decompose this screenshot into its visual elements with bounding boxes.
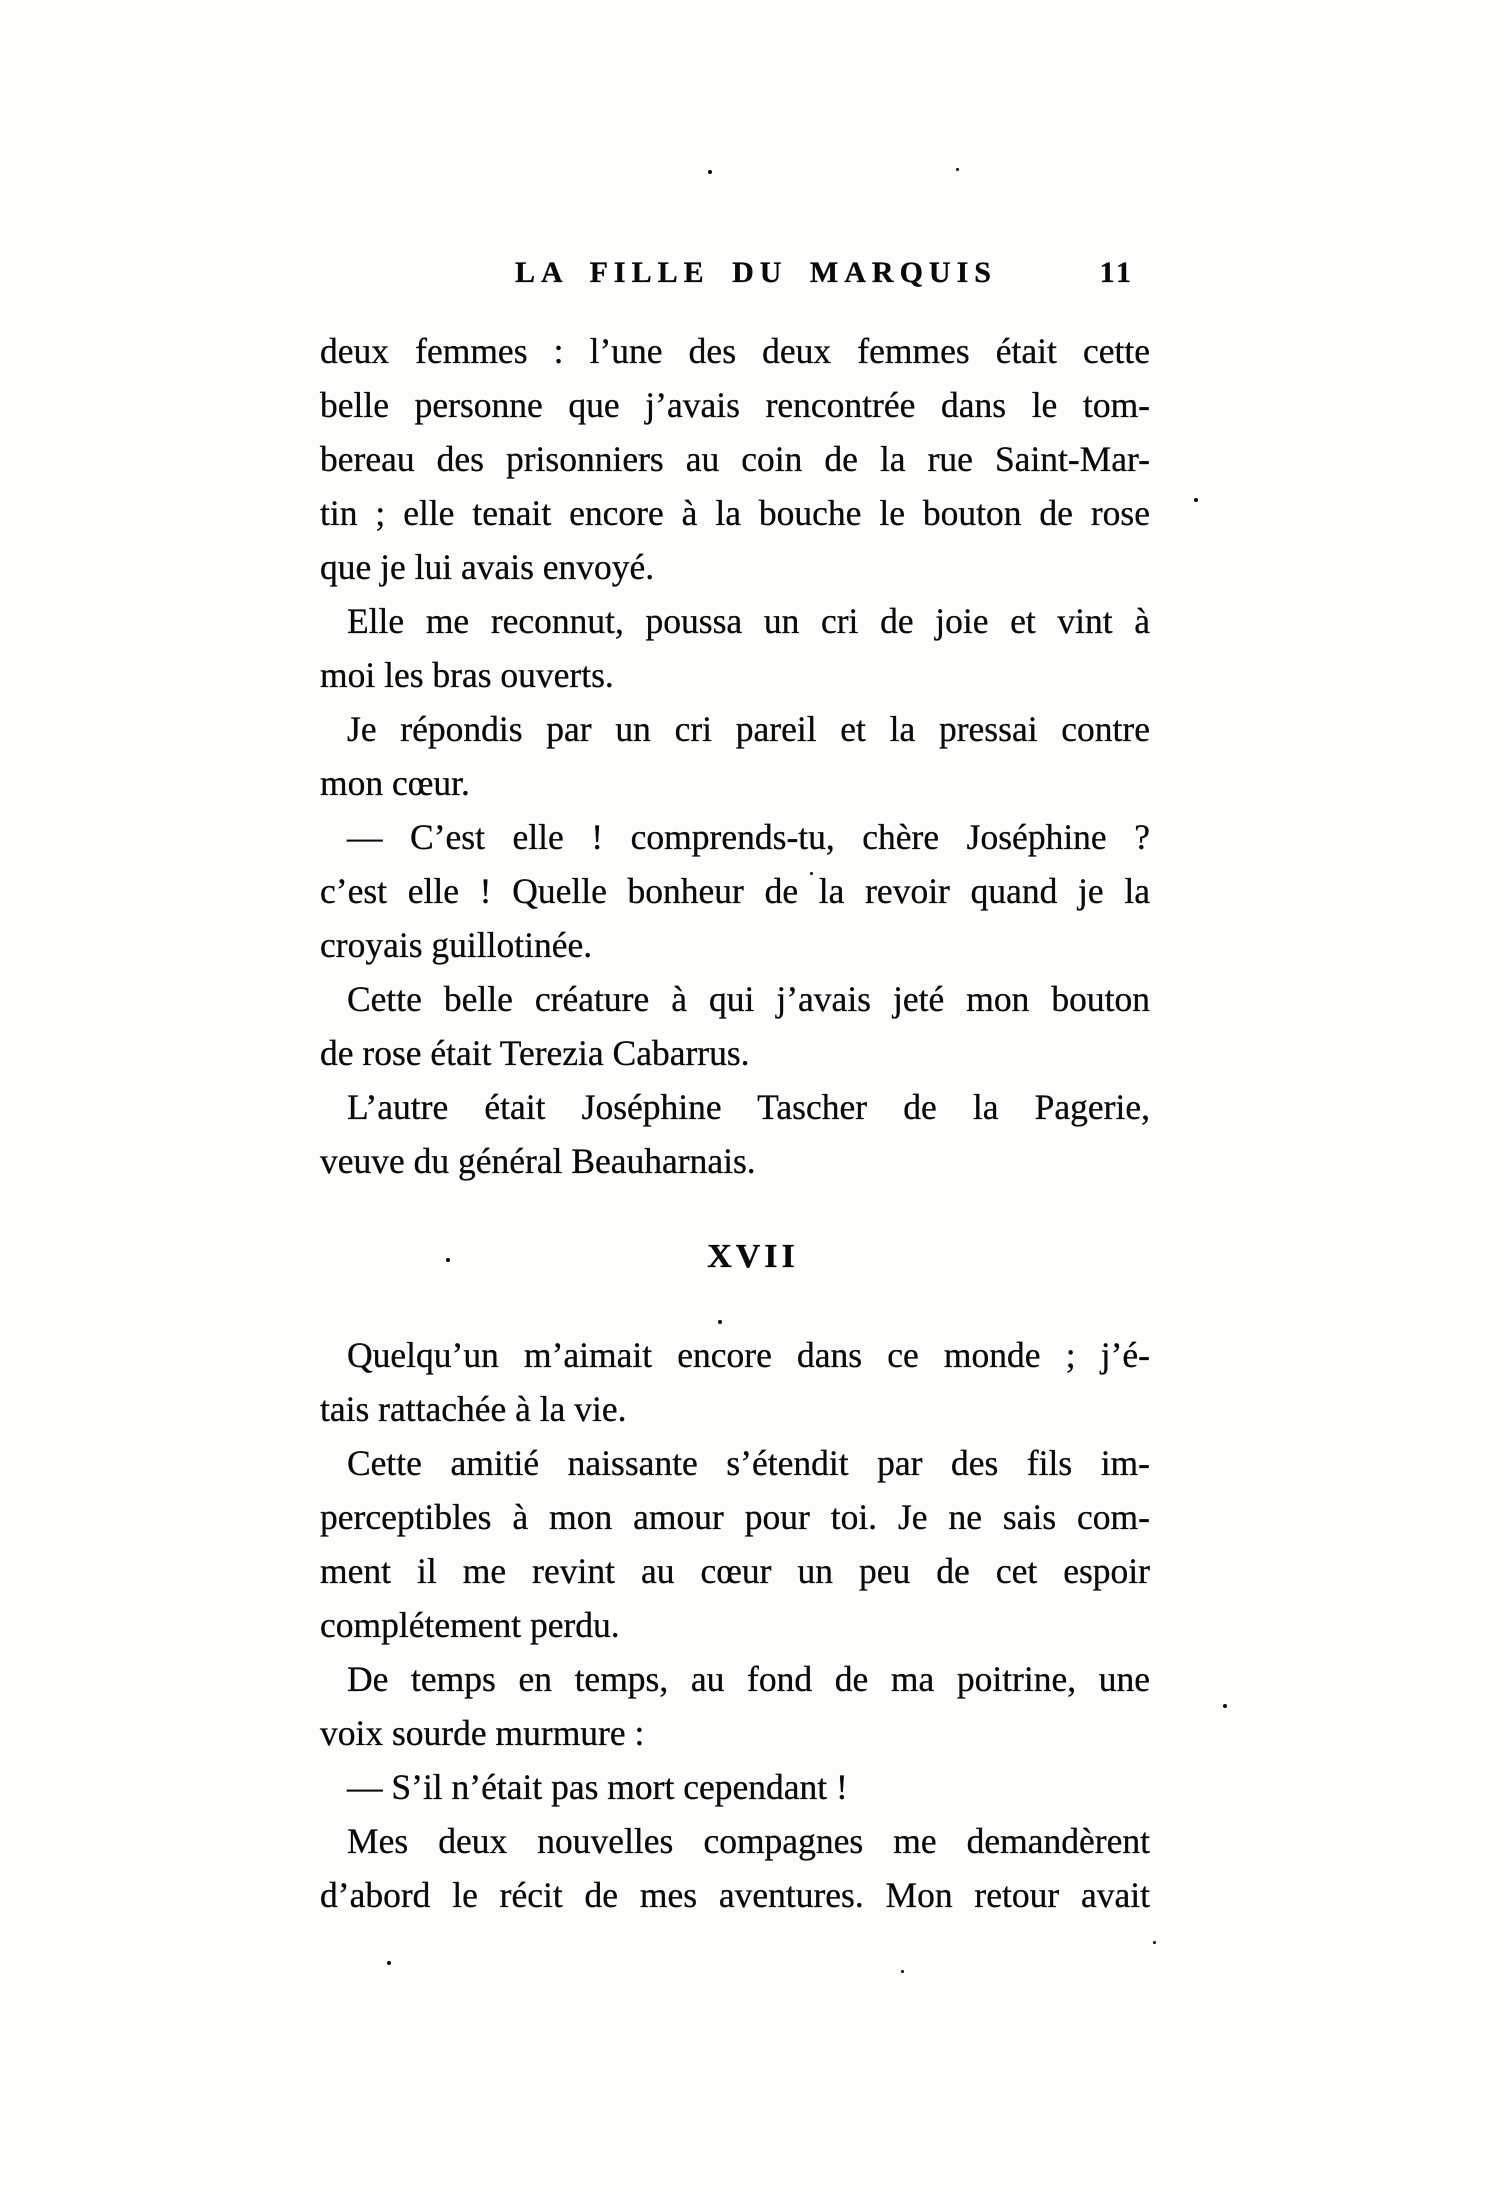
paragraph bbox=[320, 702, 1150, 810]
text-line: Quelqu’un m’aimait encore dans ce monde ; j’é- bbox=[347, 1335, 1150, 1375]
scan-speck bbox=[1194, 498, 1198, 502]
text-line: complétement perdu. bbox=[320, 1605, 620, 1645]
text-line: De temps en temps, au fond de ma poitrine, une bbox=[347, 1659, 1150, 1699]
paragraph bbox=[320, 1328, 1150, 1436]
text-line: Cette amitié naissante s’étendit par des fils im- bbox=[347, 1443, 1150, 1483]
text-line: — C’est elle ! comprends-tu, chère Joséphine ? bbox=[347, 817, 1150, 857]
text-line: Mes deux nouvelles compagnes me demandèrent bbox=[347, 1821, 1150, 1861]
paragraph bbox=[320, 1436, 1150, 1652]
text-line: L’autre était Joséphine Tascher de la Pagerie, bbox=[347, 1087, 1150, 1127]
paragraph bbox=[320, 594, 1150, 702]
scan-speck bbox=[1223, 1704, 1227, 1708]
running-header bbox=[320, 252, 1150, 294]
page-content bbox=[320, 252, 1150, 1922]
running-title: LA FILLE DU MARQUIS bbox=[515, 256, 997, 289]
scan-speck bbox=[956, 168, 959, 171]
text-line: veuve du général Beauharnais. bbox=[320, 1141, 756, 1181]
text-line: d’abord le récit de mes aventures. Mon retour avait bbox=[320, 1875, 1150, 1915]
text-line: tin ; elle tenait encore à la bouche le bouton de rose bbox=[320, 493, 1150, 533]
text-line: ment il me revint au cœur un peu de cet espoir bbox=[320, 1551, 1150, 1591]
text-line: deux femmes : l’une des deux femmes était cette bbox=[320, 331, 1150, 371]
text-line: belle personne que j’avais rencontrée dans le tom- bbox=[320, 385, 1150, 425]
text-line: que je lui avais envoyé. bbox=[320, 547, 655, 587]
text-line: bereau des prisonniers au coin de la rue Saint-Mar- bbox=[320, 439, 1150, 479]
text-line: c’est elle ! Quelle bonheur de la revoir quand je la bbox=[320, 871, 1150, 911]
chapter-heading: XVII bbox=[707, 1238, 799, 1275]
paragraph bbox=[320, 972, 1150, 1080]
paragraph bbox=[320, 1760, 1150, 1814]
text-line: moi les bras ouverts. bbox=[320, 655, 614, 695]
paragraph bbox=[320, 1652, 1150, 1760]
scan-speck bbox=[387, 1961, 391, 1965]
paragraph bbox=[320, 1814, 1150, 1922]
paragraph bbox=[320, 324, 1150, 594]
text-line: Cette belle créature à qui j’avais jeté mon bouton bbox=[347, 979, 1150, 1019]
text-line: Elle me reconnut, poussa un cri de joie et vint à bbox=[347, 601, 1150, 641]
text-line: croyais guillotinée. bbox=[320, 925, 593, 965]
page-number: 11 bbox=[1099, 256, 1134, 289]
text-line: tais rattachée à la vie. bbox=[320, 1389, 627, 1429]
text-line: — S’il n’était pas mort cependant ! bbox=[347, 1767, 848, 1807]
text-line: Je répondis par un cri pareil et la pressai contre bbox=[347, 709, 1150, 749]
text-line: mon cœur. bbox=[320, 763, 470, 803]
scan-speck bbox=[1153, 1941, 1156, 1944]
text-line: de rose était Terezia Cabarrus. bbox=[320, 1033, 750, 1073]
paragraph bbox=[320, 1080, 1150, 1188]
page-body bbox=[320, 324, 1150, 1922]
text-line: voix sourde murmure : bbox=[320, 1713, 645, 1753]
scan-speck bbox=[708, 170, 712, 174]
text-line: perceptibles à mon amour pour toi. Je ne sais com- bbox=[320, 1497, 1150, 1537]
scan-speck bbox=[901, 1970, 904, 1973]
paragraph bbox=[320, 810, 1150, 972]
